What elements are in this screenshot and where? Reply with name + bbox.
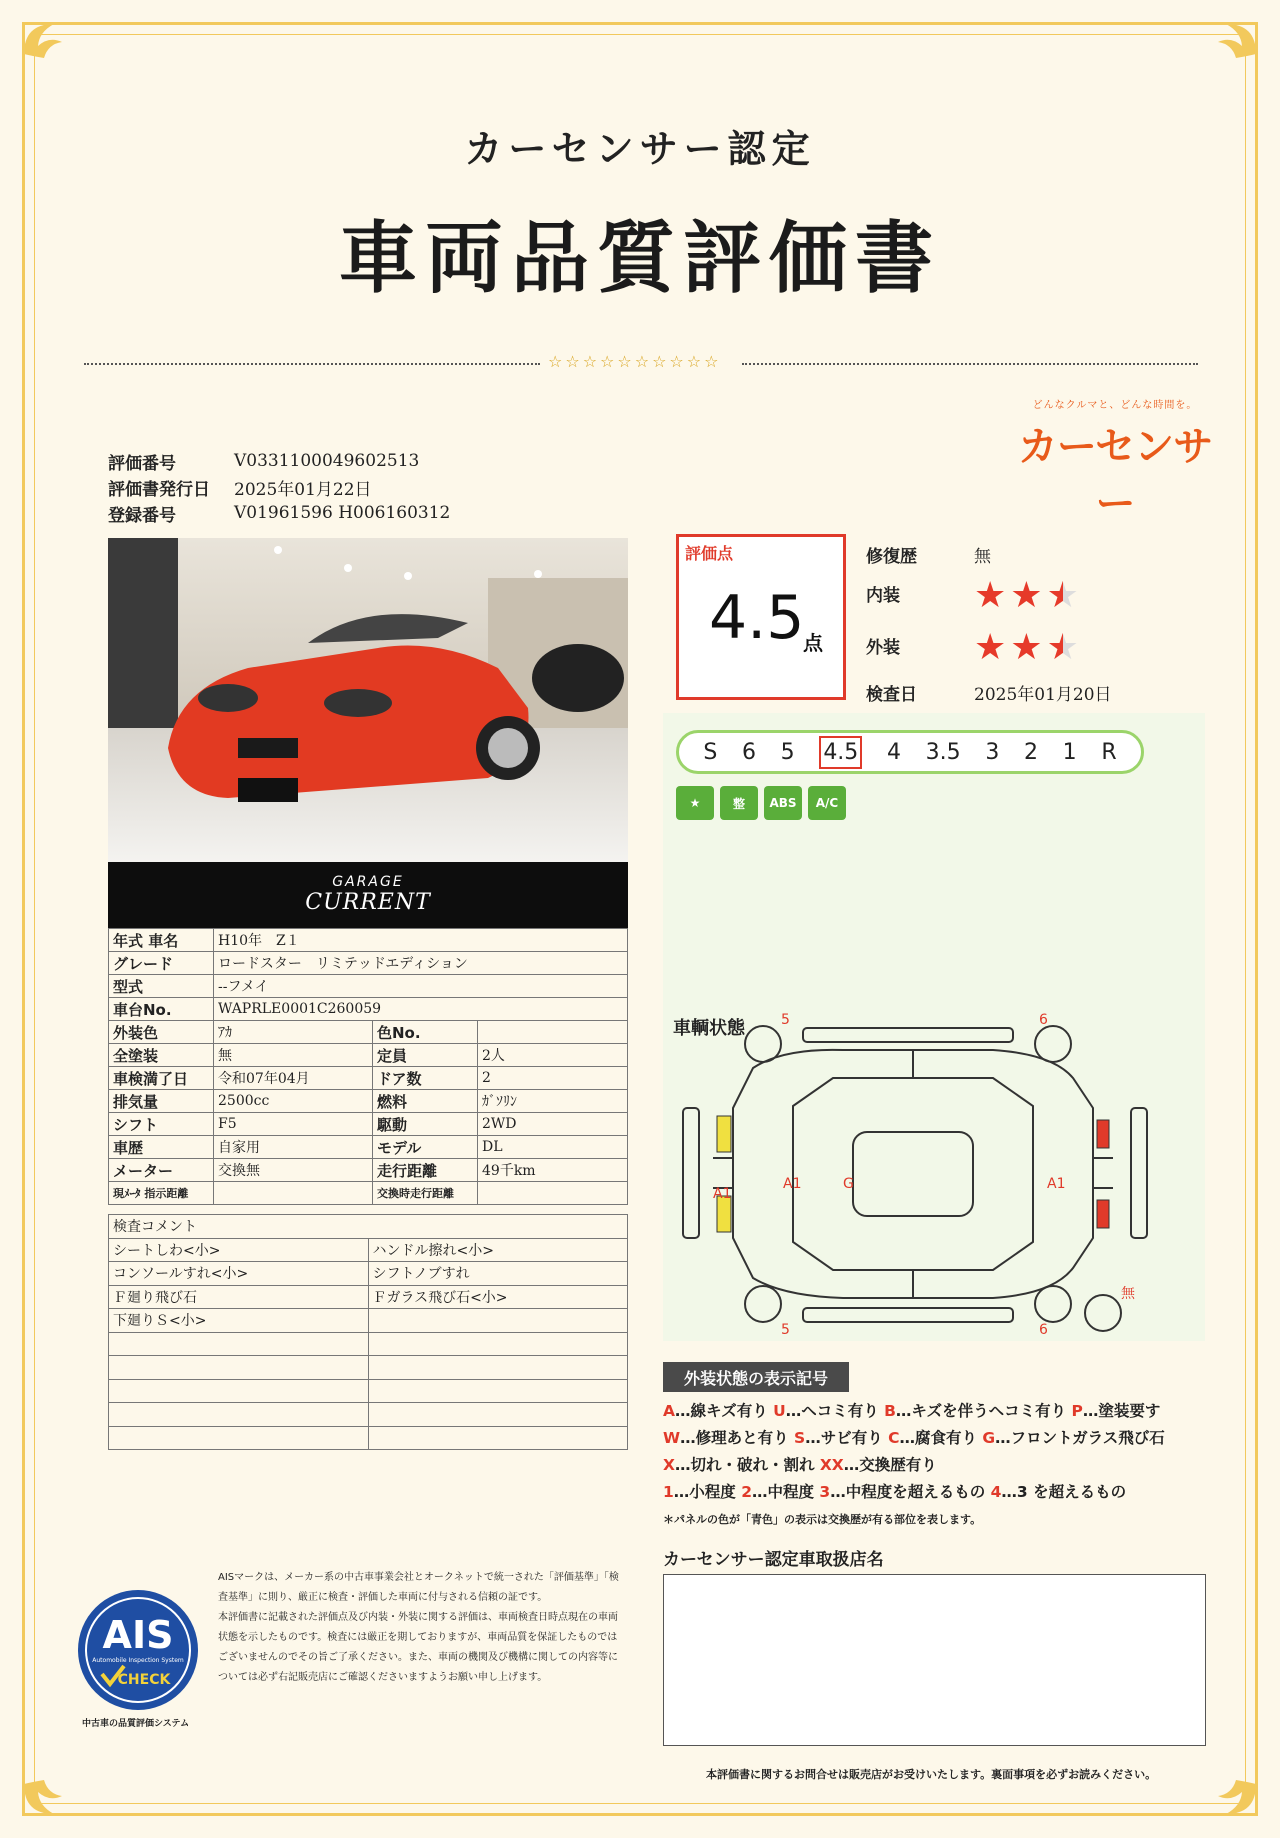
- diagram-mark: 無: [1121, 1286, 1135, 1302]
- feature-badge-icon: ABS: [764, 786, 802, 820]
- comment-cell: 下廻りＳ<小>: [109, 1309, 369, 1333]
- inspect-date-row: [866, 680, 1112, 705]
- spec-shift: F5: [214, 1113, 373, 1136]
- spec-model: DL: [478, 1136, 628, 1159]
- legend-desc: …線キズ有り: [675, 1402, 774, 1420]
- grade-scale-item: 4.5: [819, 736, 862, 769]
- interior-label: 内装: [866, 586, 900, 606]
- legend-code: 1: [663, 1483, 674, 1501]
- brand-logo: [1010, 396, 1220, 529]
- spec-label: シフト: [109, 1113, 214, 1136]
- spec-exterior-color: ｱｶ: [214, 1021, 373, 1044]
- spec-label: グレード: [109, 952, 214, 975]
- ais-paragraph: AISマークは、メーカー系の中古車事業会社とオークネットで統一された「評価基準」「検査基準」に則り、厳正に検査・評価した車両に付与される信頼の証です。: [218, 1572, 619, 1603]
- grade-scale-item: 3: [985, 739, 1000, 765]
- spec-year-model: H10年 Z１: [214, 929, 628, 952]
- legend-desc: …切れ・破れ・割れ: [674, 1456, 820, 1474]
- legend-desc: …腐食有り: [899, 1429, 983, 1447]
- footer-note: 本評価書に関するお問合せは販売店がお受けいたします。裏面事項を必ずお読みください。: [706, 1768, 1157, 1781]
- rating-star-icon: ★: [1046, 575, 1079, 616]
- comment-cell: [368, 1403, 628, 1427]
- diagram-mark: G: [843, 1176, 854, 1192]
- legend-line: [663, 1452, 1223, 1479]
- spec-label: 走行距離: [373, 1159, 478, 1182]
- ais-logo: [76, 1588, 200, 1712]
- feature-badge-icon: A/C: [808, 786, 846, 820]
- exterior-stars: [974, 627, 1083, 668]
- legend-desc: …修理あと有り: [680, 1429, 795, 1447]
- rating-star-icon: ★: [1046, 627, 1079, 668]
- diagram-mark: 5: [781, 1012, 790, 1028]
- inspect-date: 2025年01月20日: [974, 685, 1112, 705]
- repair-row: [866, 542, 991, 567]
- spec-label: 定員: [373, 1044, 478, 1067]
- current-text: CURRENT: [305, 890, 431, 915]
- interior-row: [866, 575, 1083, 616]
- diagram-mark: 6: [1039, 1012, 1048, 1028]
- legend-code: 2: [741, 1483, 752, 1501]
- diagram-label: 車輌状態: [673, 1018, 745, 1039]
- feature-badges: [676, 786, 846, 820]
- diagram-mark: A1: [713, 1186, 732, 1202]
- corner-ornament-icon: [1196, 14, 1266, 84]
- score-unit: 点: [803, 631, 823, 655]
- comment-cell: [109, 1403, 369, 1427]
- exterior-row: [866, 627, 1083, 668]
- rating-star-icon: ★: [1010, 627, 1043, 668]
- comment-cell: ハンドル擦れ<小>: [368, 1238, 628, 1262]
- legend-code: 3: [819, 1483, 831, 1501]
- legend-code: P: [1071, 1402, 1083, 1420]
- legend-code: B: [884, 1402, 896, 1420]
- ais-description: [218, 1568, 622, 1688]
- score-label: 評価点: [685, 544, 734, 563]
- corner-ornament-icon: [14, 1754, 84, 1824]
- comment-cell: [109, 1379, 369, 1403]
- spec-label: 排気量: [109, 1090, 214, 1113]
- legend-line: [663, 1398, 1223, 1425]
- spec-chassis: WAPRLE0001C260059: [214, 998, 628, 1021]
- decorative-stars: ☆☆☆☆☆☆☆☆☆☆: [548, 352, 722, 371]
- legend-desc: …サビ有り: [805, 1429, 889, 1447]
- ais-check-text: CHECK: [117, 1672, 171, 1688]
- spec-label: 交換時走行距離: [373, 1182, 478, 1205]
- spec-label: 型式: [109, 975, 214, 998]
- spec-label: 車歴: [109, 1136, 214, 1159]
- spec-current-meter: [214, 1182, 373, 1205]
- spec-capacity: 2人: [478, 1044, 628, 1067]
- exterior-label: 外装: [866, 638, 900, 658]
- corner-ornament-icon: [1196, 1754, 1266, 1824]
- rating-star-icon: ★: [974, 575, 1007, 616]
- grade-scale-item: 3.5: [925, 739, 961, 765]
- spec-label: 燃料: [373, 1090, 478, 1113]
- legend-line: [663, 1479, 1223, 1506]
- inspect-date-label: 検査日: [866, 685, 917, 705]
- spec-color-no: [478, 1021, 628, 1044]
- legend-desc: …小程度: [673, 1483, 742, 1501]
- legend-desc: …塗装要す: [1082, 1402, 1161, 1420]
- legend-desc: …中程度を超えるもの: [830, 1483, 991, 1501]
- dealer-box: [663, 1574, 1206, 1746]
- spec-grade: ロードスター リミテッドエディション: [214, 952, 628, 975]
- spec-label: 色No.: [373, 1021, 478, 1044]
- comments-label: 検査コメント: [109, 1215, 628, 1239]
- spec-drive: 2WD: [478, 1113, 628, 1136]
- legend: [663, 1398, 1223, 1533]
- issue-date: 2025年01月22日: [234, 479, 372, 500]
- spec-full-paint: 無: [214, 1044, 373, 1067]
- feature-badge-icon: ★: [676, 786, 714, 820]
- spec-label: メーター: [109, 1159, 214, 1182]
- dealer-label: カーセンサー認定車取扱店名: [663, 1550, 884, 1570]
- legend-desc: …中程度: [752, 1483, 820, 1501]
- vehicle-condition-diagram: [663, 1008, 1205, 1341]
- ais-caption: 中古車の品質評価システム: [82, 1719, 190, 1729]
- diagram-mark: A1: [1047, 1176, 1066, 1192]
- eval-no: V0331100049602513: [234, 451, 420, 471]
- comment-cell: [109, 1426, 369, 1450]
- spec-history: 自家用: [214, 1136, 373, 1159]
- rating-star-icon: ★: [974, 627, 1007, 668]
- spec-doors: 2: [478, 1067, 628, 1090]
- spec-fuel: ｶﾞｿﾘﾝ: [478, 1090, 628, 1113]
- grade-scale-item: 5: [780, 739, 795, 765]
- diagram-mark: A1: [783, 1176, 802, 1192]
- spec-label: 駆動: [373, 1113, 478, 1136]
- issue-date-label: 評価書発行日: [108, 479, 210, 500]
- brand-tagline: どんなクルマと、どんな時間を。: [1032, 400, 1198, 411]
- comment-cell: [109, 1356, 369, 1380]
- ais-sub-text: Automobile Inspection System: [92, 1657, 184, 1664]
- grade-scale-item: 4: [886, 739, 901, 765]
- spec-label: 年式 車名: [109, 929, 214, 952]
- repair-value: 無: [974, 547, 991, 567]
- eval-no-label: 評価番号: [108, 453, 176, 474]
- legend-code: XX: [819, 1456, 844, 1474]
- legend-desc: …キズを伴うヘコミ有り: [895, 1402, 1072, 1420]
- certificate-subtitle: カーセンサー認定: [464, 126, 816, 171]
- legend-code: W: [663, 1429, 681, 1447]
- divider: [742, 363, 1198, 365]
- grade-scale-item: S: [703, 739, 718, 765]
- grade-scale-item: 2: [1024, 739, 1038, 765]
- spec-label: 全塗装: [109, 1044, 214, 1067]
- comment-cell: [368, 1332, 628, 1356]
- spec-type: --フメイ: [214, 975, 628, 998]
- comment-cell: Ｆガラス飛び石<小>: [368, 1285, 628, 1309]
- spec-inspection: 令和07年04月: [214, 1067, 373, 1090]
- ais-paragraph: 本評価書に記載された評価点及び内装・外装に関する評価は、車両検査日時点現在の車両状態を示したものです。検査には厳正を期しておりますが、車両品質を保証したものではございませんのでその旨ご了承ください。また、車両の機関及び機構に関しての内容等については必ず右記販売店にご確認くださいますようお願い申し上げます。: [218, 1612, 618, 1683]
- comment-cell: コンソールすれ<小>: [109, 1262, 369, 1286]
- car-photo-image: [108, 538, 628, 862]
- garage-logo: [108, 862, 628, 928]
- grade-scale-item: R: [1101, 739, 1117, 765]
- legend-title: 外装状態の表示記号: [663, 1362, 849, 1392]
- spec-table: [108, 928, 628, 1205]
- brand-name: カーセンサー: [1017, 424, 1213, 527]
- legend-desc: …交換歴有り: [843, 1456, 937, 1474]
- score-box: [676, 534, 846, 700]
- comment-cell: Ｆ廻り飛び石: [109, 1285, 369, 1309]
- legend-code: G: [982, 1429, 996, 1447]
- grade-scale: [676, 730, 1144, 774]
- legend-desc: …3 を超えるもの: [1001, 1483, 1127, 1501]
- spec-label: モデル: [373, 1136, 478, 1159]
- rating-star-icon: ★: [1010, 575, 1043, 616]
- repair-label: 修復歴: [866, 547, 917, 567]
- score-value: 4.5: [709, 583, 805, 653]
- comment-cell: シートしわ<小>: [109, 1238, 369, 1262]
- comment-cell: [368, 1356, 628, 1380]
- legend-code: A: [663, 1402, 675, 1420]
- legend-code: 4: [990, 1483, 1002, 1501]
- legend-code: U: [773, 1402, 786, 1420]
- interior-stars: [974, 575, 1083, 616]
- certificate-title: 車両品質評価書: [338, 213, 941, 304]
- grade-scale-item: 6: [741, 739, 756, 765]
- reg-no: V01961596 H006160312: [234, 503, 451, 523]
- legend-code: S: [794, 1429, 806, 1447]
- comment-cell: [368, 1426, 628, 1450]
- ais-logo-text: AIS: [102, 1613, 174, 1657]
- comment-cell: シフトノブすれ: [368, 1262, 628, 1286]
- garage-text: GARAGE: [332, 874, 404, 890]
- spec-label: 車検満了日: [109, 1067, 214, 1090]
- legend-code: X: [663, 1456, 675, 1474]
- comment-cell: [109, 1332, 369, 1356]
- car-photo: [108, 538, 628, 928]
- spec-mileage: 49千km: [478, 1159, 628, 1182]
- legend-desc: …フロントガラス飛び石: [995, 1429, 1165, 1447]
- comments-table: [108, 1214, 628, 1450]
- comment-cell: [368, 1309, 628, 1333]
- spec-meter: 交換無: [214, 1159, 373, 1182]
- legend-code: C: [888, 1429, 900, 1447]
- corner-ornament-icon: [14, 14, 84, 84]
- divider: [84, 363, 540, 365]
- diagram-mark: 6: [1039, 1322, 1048, 1338]
- feature-badge-icon: 整: [720, 786, 758, 820]
- spec-label: 車台No.: [109, 998, 214, 1021]
- certificate-meta: [108, 448, 450, 526]
- spec-label: 外装色: [109, 1021, 214, 1044]
- spec-label: ドア数: [373, 1067, 478, 1090]
- comment-cell: [368, 1379, 628, 1403]
- reg-no-label: 登録番号: [108, 505, 176, 526]
- diagram-mark: 5: [781, 1322, 790, 1338]
- legend-note: ＊パネルの色が「青色」の表示は交換歴が有る部位を表します。: [663, 1513, 982, 1526]
- spec-label: 現ﾒｰﾀ 指示距離: [109, 1182, 214, 1205]
- legend-line: [663, 1425, 1223, 1452]
- grade-scale-item: 1: [1062, 739, 1077, 765]
- spec-displacement: 2500cc: [214, 1090, 373, 1113]
- legend-desc: …ヘコミ有り: [785, 1402, 885, 1420]
- spec-exchange: [478, 1182, 628, 1205]
